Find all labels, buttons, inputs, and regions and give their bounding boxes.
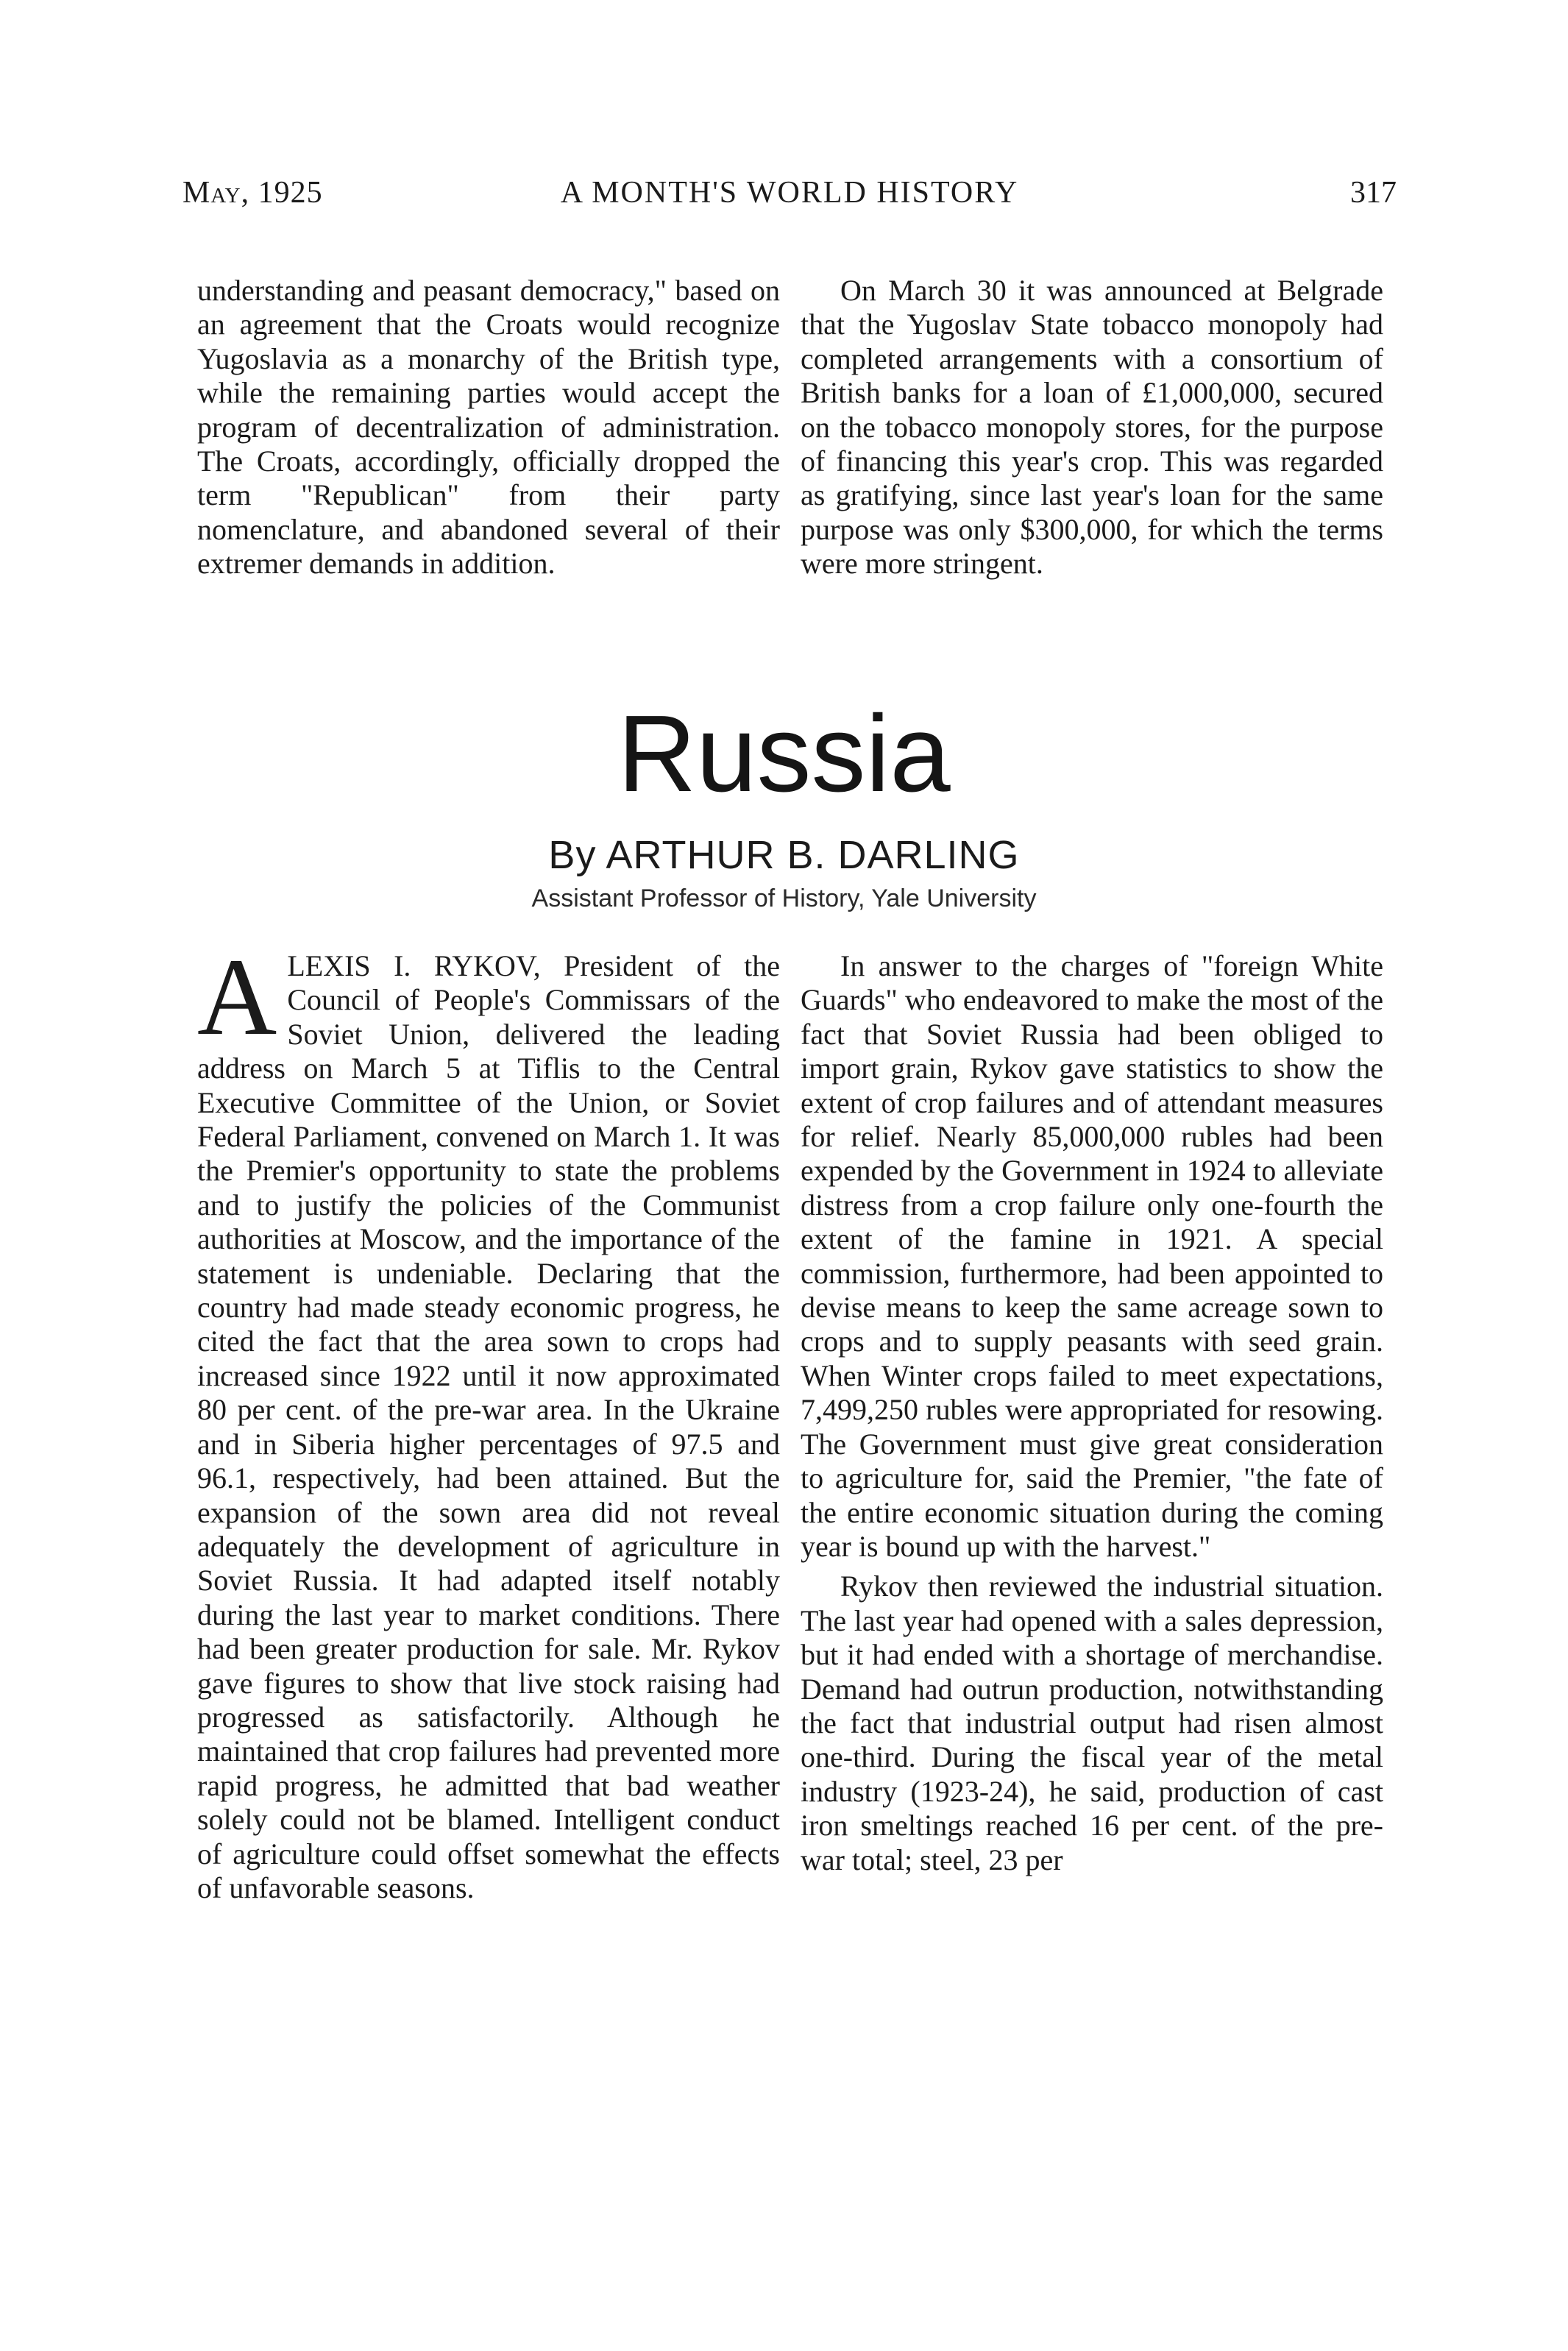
top-left-column xyxy=(197,274,780,581)
industrial-situation-paragraph: Rykov then reviewed the industrial situation. The last year had opened with a sales depression, but it had ended with a shortage of merchandise. Demand had outrun production, notwithstanding the fact that industrial output had risen almost one-third. During the fiscal year of the metal industry (1923-24), he said, production of cast iron smeltings reached 16 per cent. of the pre-war total; steel, 23 per xyxy=(801,1570,1383,1876)
article-left-column xyxy=(197,936,780,1905)
article-title: Russia xyxy=(617,693,951,815)
header-publication-title: A MONTH'S WORLD HISTORY xyxy=(560,176,1019,210)
agriculture-relief-paragraph: In answer to the charges of "foreign White Guards" who endeavored to make the most of the fact that Soviet Russia had been obliged to import grain, Rykov gave statistics to show the extent of crop failures and of attendant measures for relief. Nearly 85,000,000 rubles had been expended by the Government in 1924 to alleviate distress from a crop failure only one-fourth the extent of the famine in 1921. A special commission, furthermore, had been appointed to devise means to keep the same acreage sown to crops and to supply peasants with seed grain. When Winter crops failed to meet expectations, 7,499,250 rubles were appropriated for resowing. The Government must give great consideration to agriculture for, said the Premier, "the fate of the entire economic situation during the coming year is bound up with the harvest." xyxy=(801,949,1383,1563)
drop-cap: A xyxy=(197,936,277,1058)
opening-paragraph-text: LEXIS I. RYKOV, President of the Council of People's Commissars of the Soviet Union, delivered the leading address on March 5 at Tiflis to the Central Executive Committee of the Union, or Soviet Federal Parliament, convened on March 1. It was the Premier's opportunity to state the problems and to justify the policies of the Communist authorities at Moscow, and the importance of the statement is undeniable. Declaring that the country had made steady economic progress, he cited the fact that the area sown to crops had increased since 1922 until it now approximated 80 per cent. of the pre-war area. In the Ukraine and in Siberia higher percentages of 97.5 and 96.1, respectively, had been attained. But the expansion of the sown area did not reveal adequately the development of agriculture in Soviet Russia. It had adapted itself notably during the last year to market conditions. There had been greater production for sale. Mr. Rykov gave figures to show that live stock raising had progressed as satisfactorily. Although he maintained that crop failures had prevented more rapid progress, he admitted that bad weather solely could not be blamed. Intelligent conduct of agriculture could offset somewhat the effects of unfavorable seasons. xyxy=(197,949,780,1904)
article-right-column xyxy=(801,949,1383,1877)
yugoslav-loan-paragraph: On March 30 it was announced at Belgrade that the Yugoslav State tobacco monopoly had completed arrangements with a consortium of British banks for a loan of £1,000,000, secured on the tobacco monopoly stores, for the purpose of financing this year's crop. This was regarded as gratifying, since last year's loan for the same purpose was only $300,000, for which the terms were more stringent. xyxy=(801,274,1383,581)
continued-paragraph-left: understanding and peasant democracy," based on an agreement that the Croats would recognize Yugoslavia as a monarchy of the British type, while the remaining parties would accept the program of decentralization of administration. The Croats, accordingly, officially dropped the term "Republican" from their party nomenclature, and abandoned several of their extremer demands in addition. xyxy=(197,274,780,581)
opening-paragraph xyxy=(197,936,780,1905)
author-affiliation: Assistant Professor of History, Yale University xyxy=(531,884,1037,912)
top-right-column xyxy=(801,274,1383,581)
header-date: May, 1925 xyxy=(182,176,323,210)
running-header xyxy=(182,175,1397,227)
header-page-number: 317 xyxy=(1350,176,1397,210)
article-byline: By ARTHUR B. DARLING xyxy=(548,833,1020,877)
